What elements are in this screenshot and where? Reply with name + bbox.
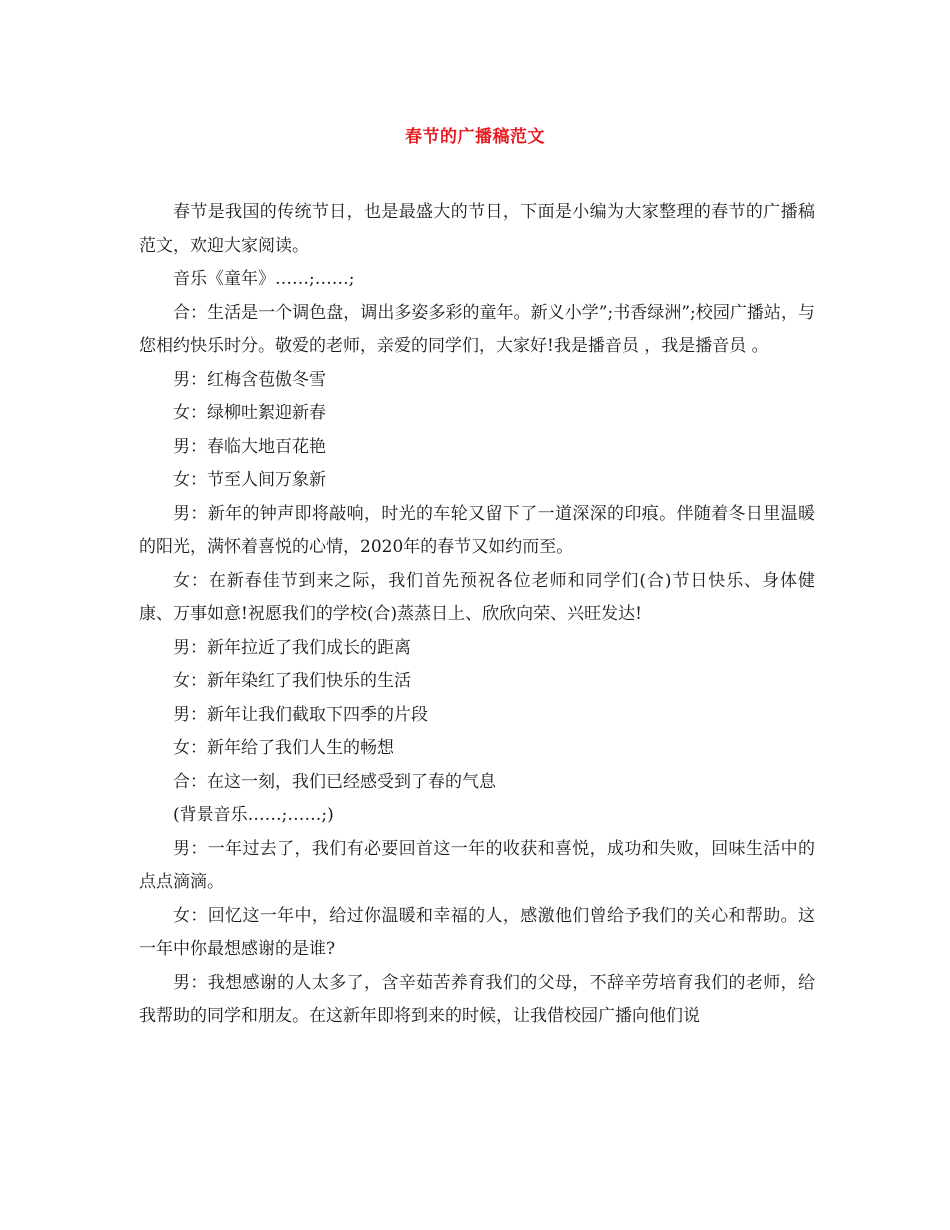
paragraph-line: 男：一年过去了，我们有必要回首这一年的收获和喜悦，成功和失败，回味生活中的点点滴滴。 (139, 838, 815, 892)
paragraph-line: 女：回忆这一年中，给过你温暖和幸福的人，感激他们曾给予我们的关心和帮助。这一年中你最想感谢的是谁? (139, 905, 815, 959)
paragraph-line: 男：新年拉近了我们成长的距离 (173, 637, 411, 658)
paragraph-line: 合：在这一刻，我们已经感受到了春的气息 (173, 771, 496, 792)
paragraph-line: 女：新年给了我们人生的畅想 (173, 738, 394, 758)
paragraph-line: 男：我想感谢的人太多了，含辛茹苦养育我们的父母，不辞辛劳培育我们的老师，给我帮助的同学和朋友。在这新年即将到来的时候，让我借校园广播向他们说 (139, 972, 815, 1026)
paragraph-intro: 春节是我国的传统节日，也是最盛大的节日，下面是小编为大家整理的春节的广播稿范文，欢迎大家阅读。 (139, 202, 815, 256)
paragraph-opening-together: 合：生活是一个调色盘，调出多姿多彩的童年。新义小学”;书香绿洲”;校园广播站，与您相约快乐时分。敬爱的老师，亲爱的同学们，大家好!我是播音员 ，我是播音员 。 (139, 302, 815, 356)
paragraph-line: 女：在新春佳节到来之际，我们首先预祝各位老师和同学们(合)节日快乐、身体健康、万事如意!祝愿我们的学校(合)蒸蒸日上、欣欣向荣、兴旺发达! (139, 570, 815, 624)
paragraph-music-cue: (背景音乐……;……;) (173, 805, 334, 825)
paragraph-line: 男：新年的钟声即将敲响，时光的车轮又留下了一道深深的印痕。伴随着冬日里温暖的阳光，满怀着喜悦的心情，2020年的春节又如约而至。 (139, 503, 815, 557)
document-body (139, 196, 815, 1034)
paragraph-line: 女：新年染红了我们快乐的生活 (173, 671, 411, 691)
paragraph-line: 女：节至人间万象新 (173, 470, 326, 490)
paragraph-music-cue: 音乐《童年》……;……; (173, 269, 355, 289)
paragraph-line: 男：红梅含苞傲冬雪 (173, 369, 326, 390)
document-title: 春节的广播稿范文 (405, 127, 545, 147)
paragraph-line: 男：新年让我们截取下四季的片段 (173, 704, 428, 725)
paragraph-line: 女：绿柳吐絮迎新春 (173, 403, 326, 423)
paragraph-line: 男：春临大地百花艳 (173, 436, 326, 457)
